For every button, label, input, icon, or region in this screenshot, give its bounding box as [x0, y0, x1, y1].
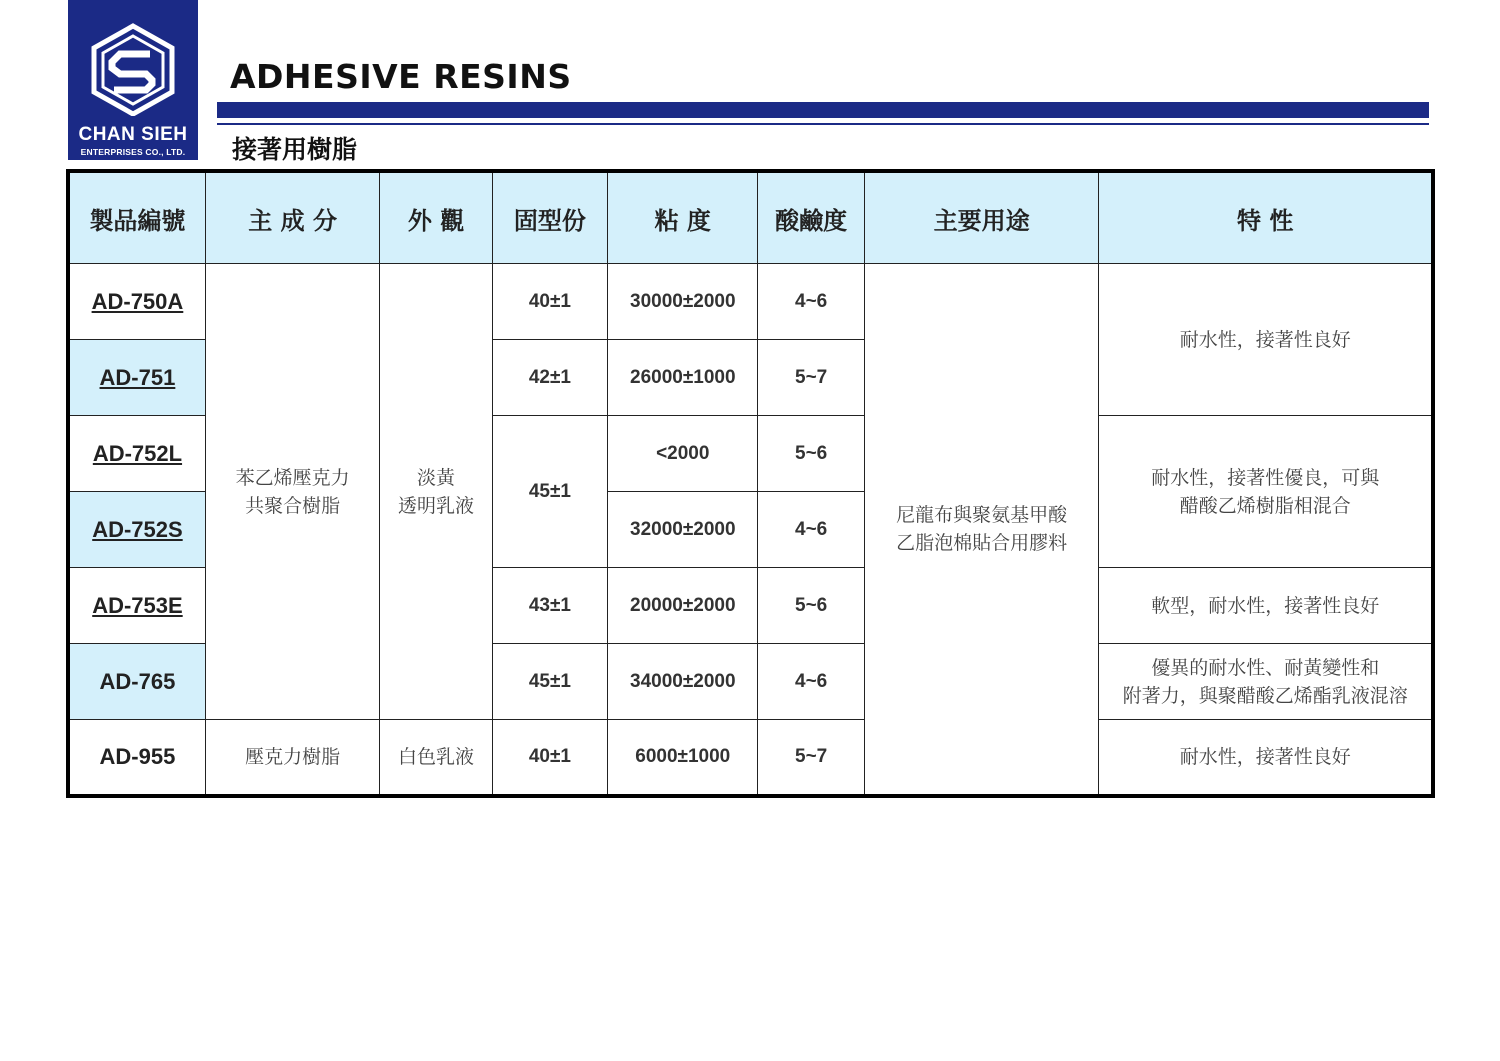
feature-line: 優異的耐水性、耐黃變性和	[1151, 656, 1380, 679]
product-code-link[interactable]: AD-752L	[92, 440, 183, 466]
viscosity-cell: 20000±2000	[608, 568, 758, 644]
header-ph: 酸鹼度	[758, 171, 864, 264]
feature-line: 醋酸乙烯樹脂相混合	[1179, 494, 1351, 517]
solids-cell: 45±1	[492, 416, 607, 568]
ph-cell: 5~6	[758, 416, 864, 492]
product-code-cell[interactable]	[68, 264, 205, 340]
company-name: CHAN SIEH	[78, 124, 188, 145]
viscosity-cell: <2000	[608, 416, 758, 492]
feature-line: 耐水性，接著性良好	[1179, 328, 1351, 351]
header-component: 主 成 分	[205, 171, 380, 264]
company-subtitle: ENTERPRISES CO., LTD.	[80, 147, 186, 157]
solids-cell: 40±1	[492, 720, 607, 796]
product-code-cell: AD-765	[68, 644, 205, 720]
header-viscosity: 粘 度	[608, 171, 758, 264]
solids-cell: 40±1	[492, 264, 607, 340]
table-row	[68, 720, 1433, 796]
product-code-link[interactable]: AD-751	[99, 364, 176, 390]
feature-line: 軟型，耐水性，接著性良好	[1151, 594, 1380, 617]
ph-cell: 5~7	[758, 720, 864, 796]
product-code-link[interactable]: AD-752S	[92, 516, 183, 542]
component-cell: 壓克力樹脂	[205, 720, 380, 796]
viscosity-cell: 26000±1000	[608, 340, 758, 416]
feature-cell	[1099, 644, 1433, 720]
ph-cell: 4~6	[758, 492, 864, 568]
solids-cell: 45±1	[492, 644, 607, 720]
product-code-link[interactable]: AD-750A	[91, 288, 184, 314]
component-line: 苯乙烯壓克力	[235, 466, 350, 489]
viscosity-cell: 6000±1000	[608, 720, 758, 796]
header-feature: 特 性	[1099, 171, 1433, 264]
feature-cell	[1099, 568, 1433, 644]
title-divider-thin	[217, 123, 1429, 125]
header-row	[68, 171, 1433, 264]
feature-cell	[1099, 264, 1433, 416]
appearance-cell	[380, 264, 492, 720]
header-appearance: 外 觀	[380, 171, 492, 264]
company-logo-icon	[88, 22, 178, 116]
product-code-cell[interactable]	[68, 492, 205, 568]
solids-cell: 42±1	[492, 340, 607, 416]
ph-cell: 5~6	[758, 568, 864, 644]
component-line: 共聚合樹脂	[245, 494, 341, 517]
product-spec-table	[66, 169, 1435, 798]
page-title-chinese: 接著用樹脂	[232, 135, 358, 164]
appearance-line: 透明乳液	[398, 494, 475, 517]
title-divider-thick	[217, 102, 1429, 118]
feature-line: 附著力，與聚醋酸乙烯酯乳液混溶	[1122, 684, 1408, 707]
usage-cell	[864, 264, 1099, 796]
feature-line: 耐水性，接著性優良，可與	[1151, 466, 1380, 489]
page-title-english: ADHESIVE RESINS	[230, 57, 572, 96]
ph-cell: 4~6	[758, 644, 864, 720]
table-row	[68, 264, 1433, 340]
product-code-link[interactable]: AD-753E	[92, 592, 183, 618]
header-product-code: 製品編號	[68, 171, 205, 264]
viscosity-cell: 34000±2000	[608, 644, 758, 720]
product-code-cell: AD-955	[68, 720, 205, 796]
appearance-cell: 白色乳液	[380, 720, 492, 796]
viscosity-cell: 32000±2000	[608, 492, 758, 568]
component-cell	[205, 264, 380, 720]
company-logo	[68, 0, 198, 160]
usage-line: 乙脂泡棉貼合用膠料	[896, 531, 1068, 554]
appearance-line: 淡黃	[417, 466, 456, 489]
product-code-cell[interactable]	[68, 568, 205, 644]
ph-cell: 4~6	[758, 264, 864, 340]
feature-cell: 耐水性，接著性良好	[1099, 720, 1433, 796]
viscosity-cell: 30000±2000	[608, 264, 758, 340]
usage-line: 尼龍布與聚氨基甲酸	[896, 503, 1068, 526]
solids-cell: 43±1	[492, 568, 607, 644]
product-code-cell[interactable]	[68, 416, 205, 492]
header-solids: 固型份	[492, 171, 607, 264]
product-code-cell[interactable]	[68, 340, 205, 416]
header-usage: 主要用途	[864, 171, 1099, 264]
feature-cell	[1099, 416, 1433, 568]
ph-cell: 5~7	[758, 340, 864, 416]
